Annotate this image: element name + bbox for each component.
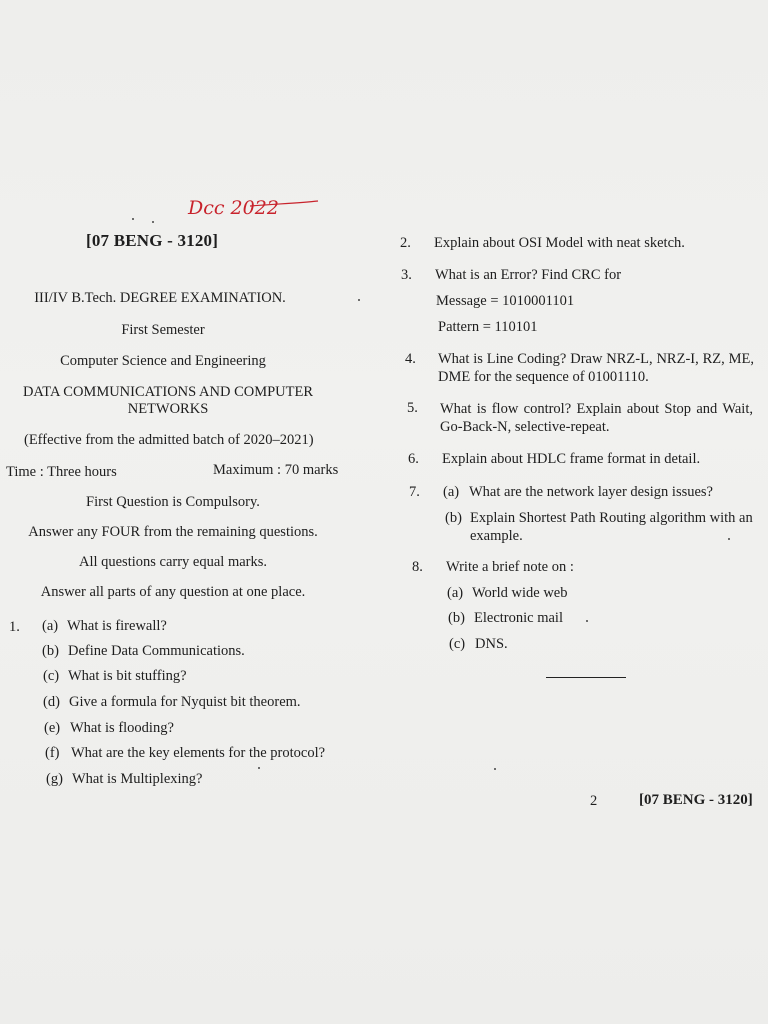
q7-part-b-label: (b) [445, 510, 462, 526]
subject-line-2: NETWORKS [127, 401, 209, 417]
question-4-number: 4. [405, 351, 416, 367]
paper-code-header: [07 BENG - 3120] [86, 231, 219, 250]
question-4-text: What is Line Coding? Draw NRZ-L, NRZ-I, RZ, ME, DME for the sequence of 01001110. [438, 351, 754, 385]
question-2-number: 2. [400, 235, 411, 251]
semester: First Semester [121, 322, 205, 338]
q1-part-c-label: (c) [43, 668, 60, 684]
exam-title: III/IV B.Tech. DEGREE EXAMINATION. [34, 290, 286, 306]
q1-part-b-label: (b) [42, 643, 59, 659]
effective-batch: (Effective from the admitted batch of 2020–2021) [24, 432, 314, 448]
question-5-text: What is flow control? Explain about Stop and Wait, Go-Back-N, selective-repeat. [440, 401, 753, 435]
q7-part-b-text: Explain Shortest Path Routing algorithm with an example. [470, 510, 753, 544]
q1-part-a-text: What is firewall? [67, 618, 167, 634]
q1-part-e-text: What is flooding? [70, 720, 174, 736]
question-6-number: 6. [408, 451, 419, 467]
q1-part-c-text: What is bit stuffing? [68, 668, 187, 684]
question-1-number: 1. [9, 619, 20, 635]
question-6-text: Explain about HDLC frame format in detail. [442, 451, 701, 467]
scan-speck [586, 620, 588, 622]
page-number: 2 [590, 793, 598, 809]
handwritten-date-note [180, 184, 320, 224]
q7-part-a-text: What are the network layer design issues? [469, 484, 713, 500]
q8-part-c-label: (c) [449, 636, 466, 652]
svg-text:Dcc 2022: Dcc 2022 [188, 197, 279, 219]
instruction-compulsory: First Question is Compulsory. [86, 494, 260, 510]
q8-part-b-label: (b) [448, 610, 465, 626]
instruction-equal-marks: All questions carry equal marks. [78, 554, 268, 570]
q1-part-b-text: Define Data Communications. [68, 643, 245, 659]
question-3-number: 3. [401, 267, 412, 283]
q1-part-a-label: (a) [42, 618, 59, 634]
q8-part-a-label: (a) [447, 585, 464, 601]
q1-part-d-text: Give a formula for Nyquist bit theorem. [69, 694, 301, 710]
q7-part-a-label: (a) [443, 484, 460, 500]
end-of-paper-rule [546, 677, 626, 678]
question-3-text: What is an Error? Find CRC for [435, 267, 622, 283]
scan-speck [358, 299, 360, 301]
question-3-message: Message = 1010001101 [436, 293, 575, 309]
question-8-number: 8. [412, 559, 423, 575]
scan-speck [494, 768, 496, 770]
q1-part-g-label: (g) [46, 771, 63, 787]
time-allowed: Time : Three hours [6, 464, 117, 480]
paper-code-footer: [07 BENG - 3120] [639, 792, 753, 808]
instruction-answer-four: Answer any FOUR from the remaining questions. [28, 524, 318, 540]
q1-part-e-label: (e) [44, 720, 61, 736]
q1-part-d-label: (d) [43, 694, 60, 710]
question-7-number: 7. [409, 484, 420, 500]
scan-speck [132, 218, 134, 220]
question-8-text: Write a brief note on : [446, 559, 574, 575]
scan-speck [258, 767, 260, 769]
q8-part-b-text: Electronic mail [474, 610, 563, 626]
q1-part-f-label: (f) [45, 745, 60, 761]
maximum-marks: Maximum : 70 marks [213, 462, 339, 478]
q8-part-a-text: World wide web [472, 585, 568, 601]
question-2-text: Explain about OSI Model with neat sketch. [434, 235, 685, 251]
subject-line-1: DATA COMMUNICATIONS AND COMPUTER [22, 384, 314, 400]
scan-speck [152, 221, 154, 223]
q1-part-f-text: What are the key elements for the protocol? [71, 745, 326, 761]
question-5-number: 5. [407, 400, 418, 416]
branch: Computer Science and Engineering [60, 353, 266, 369]
q1-part-g-text: What is Multiplexing? [72, 771, 203, 787]
scan-speck [728, 538, 730, 540]
question-3-pattern: Pattern = 110101 [438, 319, 538, 335]
q8-part-c-text: DNS. [475, 636, 508, 652]
instruction-one-place: Answer all parts of any question at one place. [40, 584, 306, 600]
